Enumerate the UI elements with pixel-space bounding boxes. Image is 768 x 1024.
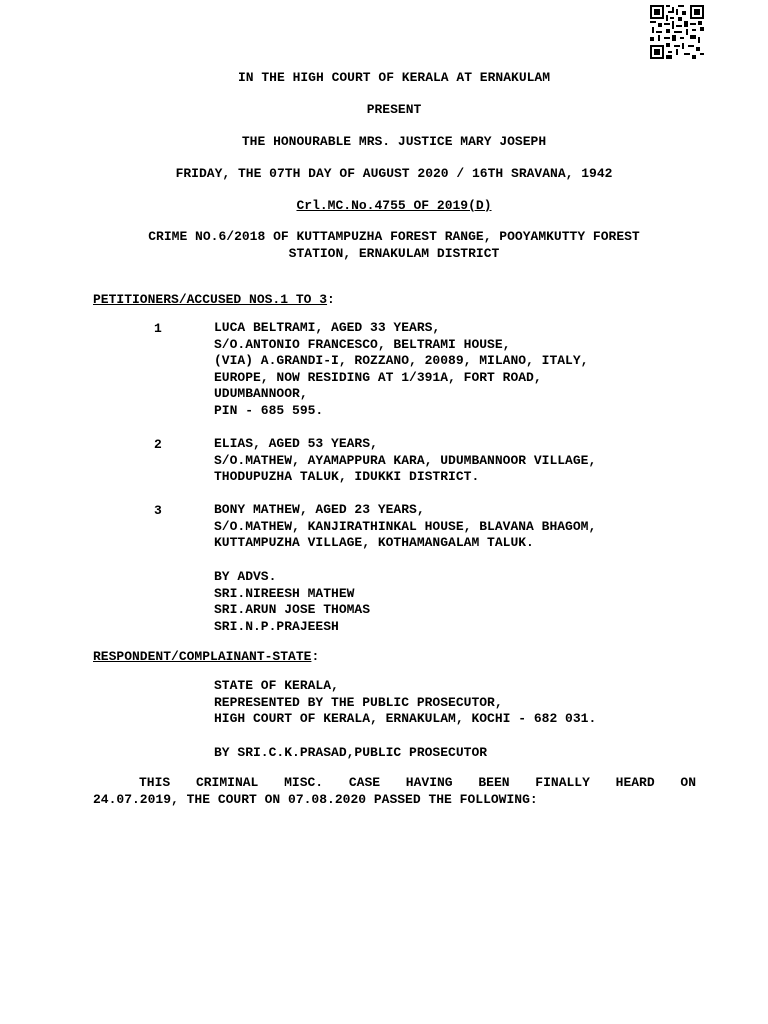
judge-name: THE HONOURABLE MRS. JUSTICE MARY JOSEPH [241,134,547,149]
court-title: IN THE HIGH COURT OF KERALA AT ERNAKULAM [237,70,551,85]
petitioner-details: ELIAS, AGED 53 YEARS, S/O.MATHEW, AYAMAPPURA KARA, UDUMBANNOOR VILLAGE, THODUPUZHA TALUK, IDUKKI DISTRICT. [214,436,597,485]
case-number: Crl.MC.No.4755 OF 2019(D) [296,198,492,213]
crime-line-1: CRIME NO.6/2018 OF KUTTAMPUZHA FOREST RANGE, POOYAMKUTTY FOREST [148,229,640,244]
present-label: PRESENT [366,102,422,117]
petitioner-number: 1 [154,321,162,336]
closing-line-1: THIS CRIMINAL MISC. CASE HAVING BEEN FINALLY HEARD ON [139,775,696,790]
petitioner-details: LUCA BELTRAMI, AGED 33 YEARS, S/O.ANTONIO FRANCESCO, BELTRAMI HOUSE, (VIA) A.GRANDI-I, ROZZANO, 20089, MILANO, ITALY, EUROPE, NOW RESIDING AT 1/391A, FORT ROAD, UDUMBANNOOR, PIN - 685 595. [214,320,589,418]
petitioner-details: BONY MATHEW, AGED 23 YEARS, S/O.MATHEW, KANJIRATHINKAL HOUSE, BLAVANA BHAGOM, KUTTAMPUZHA VILLAGE, KOTHAMANGALAM TALUK. [214,502,597,551]
closing-line-2: 24.07.2019, THE COURT ON 07.08.2020 PASSED THE FOLLOWING: [93,792,538,807]
respondent-heading: RESPONDENT/COMPLAINANT-STATE: [93,649,320,664]
petitioner-number: 3 [154,503,162,518]
qr-code-icon [650,5,704,59]
petitioners-heading: PETITIONERS/ACCUSED NOS.1 TO 3: [93,292,335,307]
respondent-details: STATE OF KERALA, REPRESENTED BY THE PUBLIC PROSECUTOR, HIGH COURT OF KERALA, ERNAKULAM, KOCHI - 682 031. [214,678,597,727]
crime-line-2: STATION, ERNAKULAM DISTRICT [288,246,500,261]
petitioner-advocates: BY ADVS. SRI.NIREESH MATHEW SRI.ARUN JOSE THOMAS SRI.N.P.PRAJEESH [214,569,371,634]
petitioner-number: 2 [154,437,162,452]
hearing-date: FRIDAY, THE 07TH DAY OF AUGUST 2020 / 16TH SRAVANA, 1942 [175,166,613,181]
respondent-counsel: BY SRI.C.K.PRASAD,PUBLIC PROSECUTOR [214,745,488,760]
